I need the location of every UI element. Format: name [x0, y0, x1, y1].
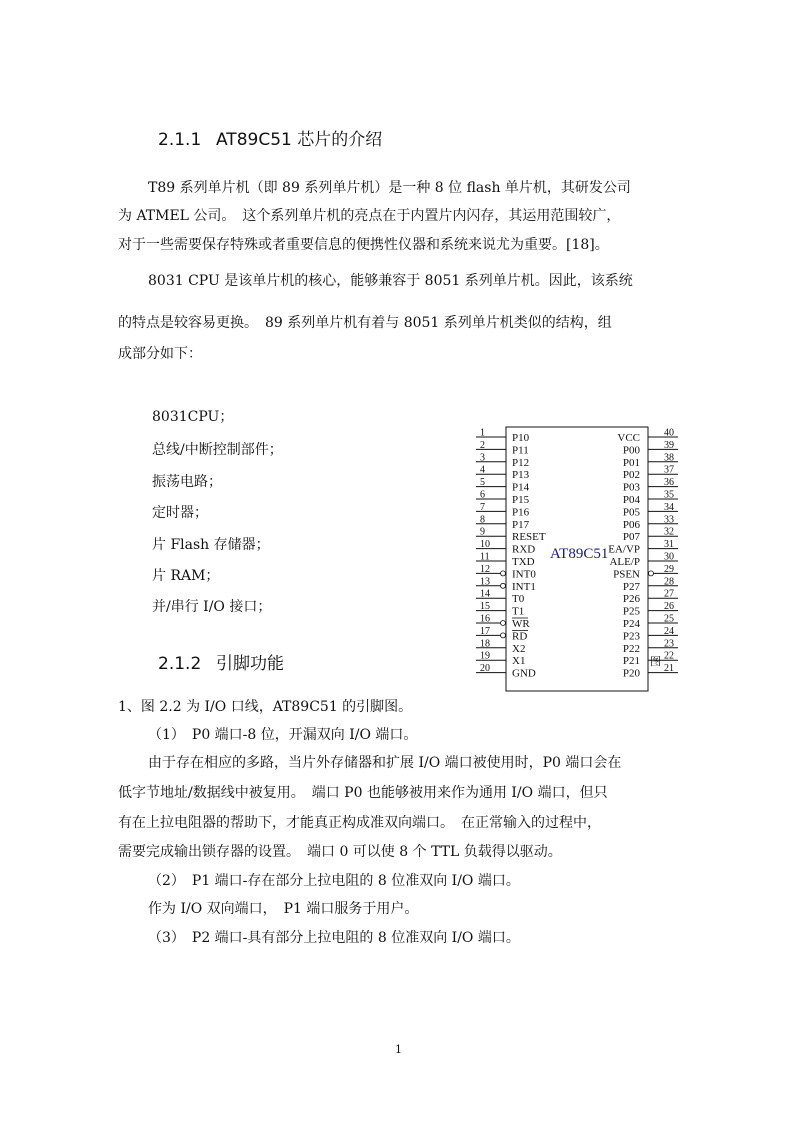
pin-label: RXD	[512, 543, 536, 556]
pins-item-2: （2） P1 端口-存在部分上拉电阻的 8 位准双向 I/O 端口。	[148, 873, 520, 889]
pin-number: 8	[480, 514, 485, 526]
pin-label: P06	[622, 518, 640, 531]
pin-bubble	[501, 571, 506, 576]
pin-label: P25	[622, 605, 640, 618]
pin-label: T0	[512, 593, 525, 606]
pin-label: P26	[622, 593, 640, 606]
intro-p1-line-3: 对于一些需要保存特殊或者重要信息的便携性仪器和系统来说尤为重要。[18]。	[118, 237, 609, 253]
pin-number: 33	[664, 514, 674, 526]
pin-number: 11	[480, 551, 490, 563]
pin-number: 28	[664, 576, 674, 588]
pin-label: P02	[622, 469, 640, 482]
pin-number: 23	[664, 638, 674, 650]
pin-label: P21	[622, 655, 640, 668]
chip-name: AT89C51	[550, 546, 609, 562]
pin-label: P03	[622, 481, 640, 494]
pin-bubble	[501, 633, 506, 638]
pin-number: 32	[664, 526, 674, 538]
section-heading	[158, 125, 382, 150]
pin-label: ALE/P	[609, 556, 640, 568]
pin-number: 24	[664, 625, 674, 637]
pin-label: P16	[512, 506, 530, 519]
pin-label: P14	[512, 481, 530, 494]
pin-label: P10	[512, 432, 530, 444]
list-item: 片 Flash 存储器；	[152, 537, 270, 553]
pin-number: 18	[480, 638, 490, 650]
pin-number: 38	[664, 452, 674, 464]
pin-label: P13	[512, 469, 530, 482]
pin-number: 22	[664, 650, 674, 662]
pin-number: 2	[480, 439, 485, 451]
pins-item-1-desc-line: 需要完成输出锁存器的设置。 端口 0 可以使 8 个 TTL 负载得以驱动。	[118, 844, 562, 860]
pin-number: 3	[480, 452, 485, 464]
pin-label: P05	[622, 506, 640, 519]
pin-number: 36	[664, 477, 674, 489]
pin-number: 21	[664, 663, 674, 675]
pin-label: P23	[622, 630, 640, 643]
section-number: 2.1.1	[158, 130, 202, 150]
pins-item-1-desc-line: 有在上拉电阻器的帮助下，才能真正构成准双向端口。 在正常输入的过程中，	[118, 815, 601, 831]
pins-item-2-desc: 作为 I/O 双向端口， P1 端口服务于用户。	[148, 901, 419, 917]
pin-number: 20	[480, 663, 490, 675]
pin-label: P15	[512, 494, 530, 506]
list-item: 8031CPU；	[152, 409, 234, 425]
pin-number: 15	[480, 601, 490, 613]
pin-label: WR	[512, 618, 530, 630]
pin-number: 25	[664, 613, 674, 625]
list-item: 总线/中断控制部件；	[152, 442, 283, 458]
pins-intro: 1、图 2.2 为 I/O 口线，AT89C51 的引脚图。	[118, 699, 413, 715]
pin-number: 6	[480, 489, 485, 501]
intro-p2-line-2: 的特点是较容易更换。 89 系列单片机有着与 8051 系列单片机类似的结构，组	[118, 315, 612, 331]
pins-item-1-desc-line: 低字节地址/数据线中被复用。 端口 P0 也能够被用来作为通用 I/O 端口，但只	[118, 785, 608, 801]
pin-label: INT0	[512, 568, 536, 581]
pin-number: 13	[480, 576, 490, 588]
list-item: 定时器；	[152, 505, 208, 521]
pin-number: 5	[480, 477, 485, 489]
pin-label: VCC	[617, 432, 640, 444]
pins-item-1-desc-line: 由于存在相应的多路，当片外存储器和扩展 I/O 端口被使用时，P0 端口会在	[148, 755, 622, 771]
pin-label: RESET	[512, 531, 546, 544]
intro-p2-line-1: 8031 CPU 是该单片机的核心，能够兼容于 8051 系列单片机。因此，该系统	[148, 273, 633, 289]
pin-bubble	[501, 621, 506, 626]
pin-label: T1	[512, 605, 525, 618]
pin-number: 29	[664, 563, 674, 575]
section-title: AT89C51 芯片的介绍	[216, 130, 383, 150]
pin-label: P17	[512, 518, 530, 531]
pin-number: 1	[480, 427, 485, 439]
pin-label: RD	[512, 630, 528, 643]
section-title: 引脚功能	[216, 654, 284, 674]
pin-number: 40	[664, 427, 674, 439]
pin-number: 14	[480, 588, 490, 600]
pin-label: P12	[512, 456, 530, 469]
pin-number: 17	[480, 625, 490, 637]
pin-number: 7	[480, 501, 485, 513]
pin-label: P01	[622, 456, 640, 469]
pin-number: 9	[480, 526, 485, 538]
pin-label: P27	[622, 580, 640, 593]
pin-number: 12	[480, 563, 490, 575]
pin-number: 19	[480, 650, 490, 662]
pin-label: P22	[622, 642, 640, 655]
pin-label: X1	[512, 655, 526, 668]
pin-number: 34	[664, 501, 674, 513]
page-number: 1	[395, 1043, 402, 1056]
pin-label: P20	[622, 667, 640, 680]
pin-bubble	[501, 583, 506, 588]
pin-number: 16	[480, 613, 490, 625]
pins-item-3: （3） P2 端口-具有部分上拉电阻的 8 位准双向 I/O 端口。	[148, 930, 520, 946]
list-item: 片 RAM；	[152, 568, 220, 584]
intro-p1-line-2: 为 ATMEL 公司。 这个系列单片机的亮点在于内置片内闪存，其运用范围较广，	[118, 208, 621, 224]
pin-label: GND	[512, 667, 536, 680]
pin-label: P07	[622, 531, 640, 544]
pin-label: EA/VP	[608, 543, 640, 556]
intro-p2-line-3: 成部分如下：	[118, 346, 202, 362]
pin-bubble	[649, 571, 654, 576]
figure-label-fragment: 图	[650, 656, 661, 668]
pin-number: 37	[664, 464, 674, 476]
pin-number: 26	[664, 601, 674, 613]
chip-svg	[474, 425, 680, 693]
pin-number: 39	[664, 439, 674, 451]
pin-label: PSEN	[613, 568, 640, 581]
section-heading-pins	[158, 649, 284, 674]
pin-number: 4	[480, 464, 485, 476]
pin-label: P04	[622, 494, 640, 506]
pin-label: P11	[512, 444, 529, 457]
pins-item-1: （1） P0 端口-8 位，开漏双向 I/O 端口。	[148, 727, 418, 743]
pin-number: 30	[664, 551, 674, 563]
list-item: 振荡电路；	[152, 474, 222, 490]
pin-label: P24	[622, 618, 640, 630]
pin-label: TXD	[512, 556, 535, 568]
pin-label: X2	[512, 642, 526, 655]
intro-p1-line-1: T89 系列单片机（即 89 系列单片机）是一种 8 位 flash 单片机，其研发公司	[148, 180, 631, 196]
pin-number: 10	[480, 539, 490, 551]
pin-number: 31	[664, 539, 674, 551]
chip-pinout-diagram	[474, 425, 680, 693]
pin-label: P00	[622, 444, 640, 457]
section-number: 2.1.2	[158, 654, 202, 674]
pin-number: 27	[664, 588, 674, 600]
pin-label: INT1	[512, 580, 536, 593]
pin-number: 35	[664, 489, 674, 501]
list-item: 并/串行 I/O 接口；	[152, 599, 272, 615]
